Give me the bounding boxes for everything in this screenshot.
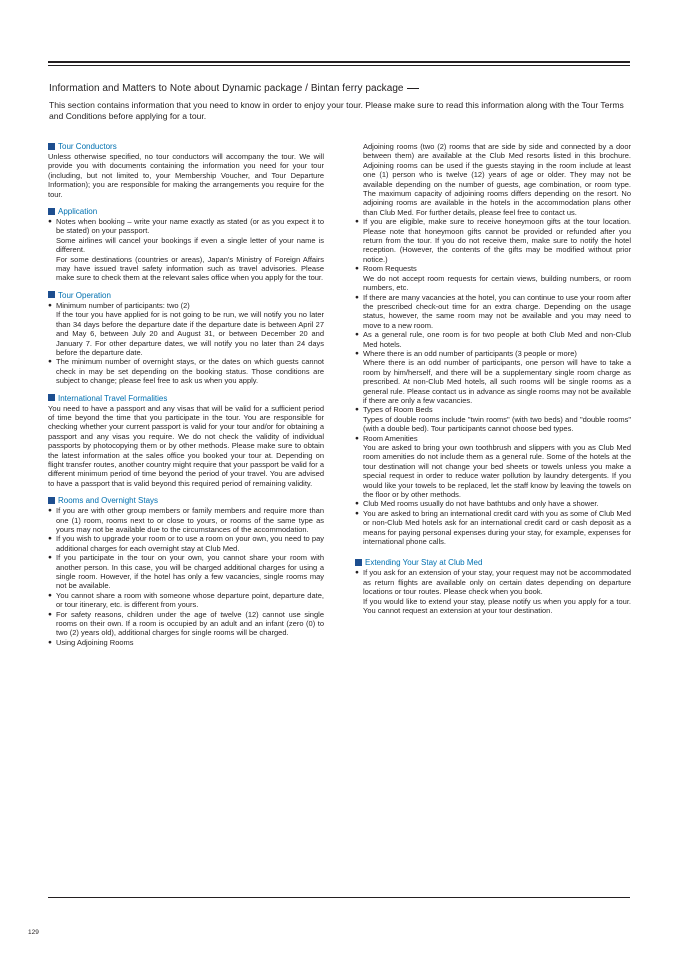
paragraph: Adjoining rooms (two (2) rooms that are side by side and connected by a door between them) are available at the Club Med resorts listed in this brochure. Adjoining rooms can be used if the guests staying in the room include at least one (1) person who is twelve (12) years of age or older. They may not be available depending on the number of guests, age combination, or room type. The maximum capacity of adjoining rooms differs depending on the resort. No adjoining rooms are available in the hotels in the accommodation plans other than Club Med. For further details, please feel free to contact us.: [363, 142, 631, 217]
list-item: ● If you are with other group members or family members and require more than one (1) room, rooms next to or close to yours, or rooms of the same type as yours may not be available due to the circumstances of the accommodation.: [48, 506, 324, 534]
section-heading: [48, 207, 324, 217]
square-bullet-icon: [48, 394, 55, 401]
page-title-text: Information and Matters to Note about Dynamic package / Bintan ferry package: [49, 83, 404, 94]
square-bullet-icon: [48, 143, 55, 150]
square-bullet-icon: [355, 559, 362, 566]
bottom-rule: [48, 897, 630, 898]
list-item: ● Minimum number of participants: two (2): [48, 301, 324, 310]
list-item: ● Room Requests: [355, 264, 631, 273]
section-tour-operation: [48, 291, 324, 386]
top-rule-thick: [48, 61, 630, 63]
heading-text: Extending Your Stay at Club Med: [365, 558, 483, 568]
heading-text: Tour Conductors: [58, 142, 117, 151]
top-rule-thin: [48, 65, 630, 66]
list-item: ● If you participate in the tour on your own, you cannot share your room with another person. In this case, you will be charged additional charges for using a single room. However, if the hotel has only a few vacancies, single rooms may not be available.: [48, 553, 324, 591]
right-column: [355, 142, 631, 624]
paragraph: You need to have a passport and any visas that will be valid for a sufficient period of time beyond the time that you participate in the tour. You are responsible for checking whether your current passport is valid for your tour and/or for obtaining a passport and any visas you require. We do not check the validity of individual passports by photocopying them or by other methods. Please make sure to obtain the latest information at the sales office you booked your tour at. Depending on flight transfer routes, another country might require that your passport be valid for a different minimum period of time beyond the period of your travel. You are advised to have a passport that is valid beyond this required period of remaining validity.: [48, 403, 324, 488]
list-item: ● For safety reasons, children under the age of twelve (12) cannot use single rooms on their own. If a room is occupied by an adult and an infant (zero (0) to two (2) years old), additional charges for single rooms will be charged.: [48, 610, 324, 638]
list-item: ● You cannot share a room with someone whose departure point, departure date, or tour itinerary, etc. is different from yours.: [48, 591, 324, 610]
paragraph: We do not accept room requests for certain views, building numbers, or room numbers, etc.: [363, 273, 631, 293]
section-heading: [48, 142, 324, 152]
title-dash: [407, 88, 419, 89]
paragraph: You are asked to bring your own toothbrush and slippers with you as Club Med room amenities do not include them as a general rule. Some of the hotels at the tour destination will not change your bed sheets or towels unless you make a special request in order to reduce water pollution by laundry detergents. If you would like your towels to be replaced, let the staff know by leaving the towels on the floor or by other methods.: [363, 443, 631, 500]
section-heading: [355, 558, 631, 568]
section-rooms-continued: [355, 142, 631, 546]
paragraph: For some destinations (countries or areas), Japan's Ministry of Foreign Affairs may have issued travel safety information such as travel advisories. Please make sure to check them at the relevant sales office when you apply for the tour.: [56, 254, 324, 283]
list-item: ● Club Med rooms usually do not have bathtubs and only have a shower.: [355, 499, 631, 508]
section-heading: [48, 394, 324, 404]
list-item: ● Types of Room Beds: [355, 405, 631, 414]
list-item: ● As a general rule, one room is for two people at both Club Med and non-Club Med hotels.: [355, 330, 631, 349]
section-travel-formalities: [48, 394, 324, 489]
list-item: ● Where there is an odd number of participants (3 people or more): [355, 349, 631, 358]
square-bullet-icon: [48, 291, 55, 298]
square-bullet-icon: [48, 497, 55, 504]
paragraph: Types of double rooms include "twin rooms" (with two beds) and "double rooms" (with a double bed). Tour participants cannot choose bed types.: [363, 414, 631, 434]
page-title: [49, 83, 419, 94]
list-item: ● Room Amenities: [355, 434, 631, 443]
section-rooms: [48, 496, 324, 647]
section-heading: [48, 496, 324, 506]
heading-text: Rooms and Overnight Stays: [58, 496, 159, 506]
section-application: [48, 207, 324, 283]
paragraph: Unless otherwise specified, no tour conductors will accompany the tour. We will provide you with documents containing the information you need for your tour (including, but not limited to, your Membership Voucher, and Tour Departure Information); you are responsible for making the arrangements you require for the tour.: [48, 152, 324, 199]
list-item: ● You are asked to bring an international credit card with you as some of Club Med or non-Club Med hotels ask for an international credit card or cash deposit as a means for paying personal expenses during your stay, for example, expenses for international phone calls.: [355, 509, 631, 547]
heading-text: International Travel Formalities: [58, 393, 168, 403]
list-item: ● If you ask for an extension of your stay, your request may not be accommodated as return flights are available only on certain dates depending on departure locations or tour routes. Please check when you book.: [355, 568, 631, 596]
list-item: ● If there are many vacancies at the hotel, you can continue to use your room after the prescribed check-out time for an extra charge. Depending on the usage status, however, the same room may not be available and you may need to move to a new room.: [355, 293, 631, 331]
paragraph: If you would like to extend your stay, please notify us when you apply for a tour. You cannot request an extension at your tour destination.: [363, 596, 631, 616]
section-heading: [48, 291, 324, 301]
list-item: ● If you wish to upgrade your room or to use a room on your own, you need to pay additional charges for each overnight stay at Club Med.: [48, 534, 324, 553]
section-tour-conductors: [48, 142, 324, 199]
intro-paragraph: This section contains information that you need to know in order to enjoy your tour. Please make sure to read this information along with the Tour Terms and Conditions before applying for a tour.: [49, 100, 624, 121]
page-number: 129: [28, 929, 39, 936]
list-item: ● The minimum number of overnight stays, or the dates on which guests cannot check in may be set depending on the booking status. Those conditions are subject to change; please feel free to ask us when you apply.: [48, 357, 324, 385]
paragraph: If the tour you have applied for is not going to be run, we will notify you no later than 34 days before the departure date if the departure date is between April 27 and May 6, between July 20 and August 31, or between December 20 and January 7. For other departure dates, we will notify you no later than 24 days before the departure date.: [56, 310, 324, 357]
square-bullet-icon: [48, 208, 55, 215]
section-extending-stay: [355, 558, 631, 615]
list-item: ● Notes when booking – write your name exactly as stated (or as you expect it to be stated) on your passport.: [48, 217, 324, 236]
heading-text: Tour Operation: [58, 290, 111, 300]
list-item: ● If you are eligible, make sure to receive honeymoon gifts at the tour location. Please note that honeymoon gifts cannot be provided or refunded after you return from the tour. If you do not receive them, make sure to notify the hotel reception. (However, the contents of the gifts may be modified without prior notice.): [355, 217, 631, 264]
heading-text: Application: [58, 207, 98, 217]
paragraph: Some airlines will cancel your bookings if even a single letter of your name is different.: [56, 235, 324, 255]
paragraph: Where there is an odd number of participants, one person will have to take a room by him/herself, and there will be a supplementary single room charge as prescribed. At non-Club Med hotels, all such rooms will be single rooms as a general rule. Please contact us in advance as single rooms may not be available if there are only a few vacancies.: [363, 358, 631, 405]
left-column: [48, 142, 324, 655]
list-item: ● Using Adjoining Rooms: [48, 638, 324, 647]
